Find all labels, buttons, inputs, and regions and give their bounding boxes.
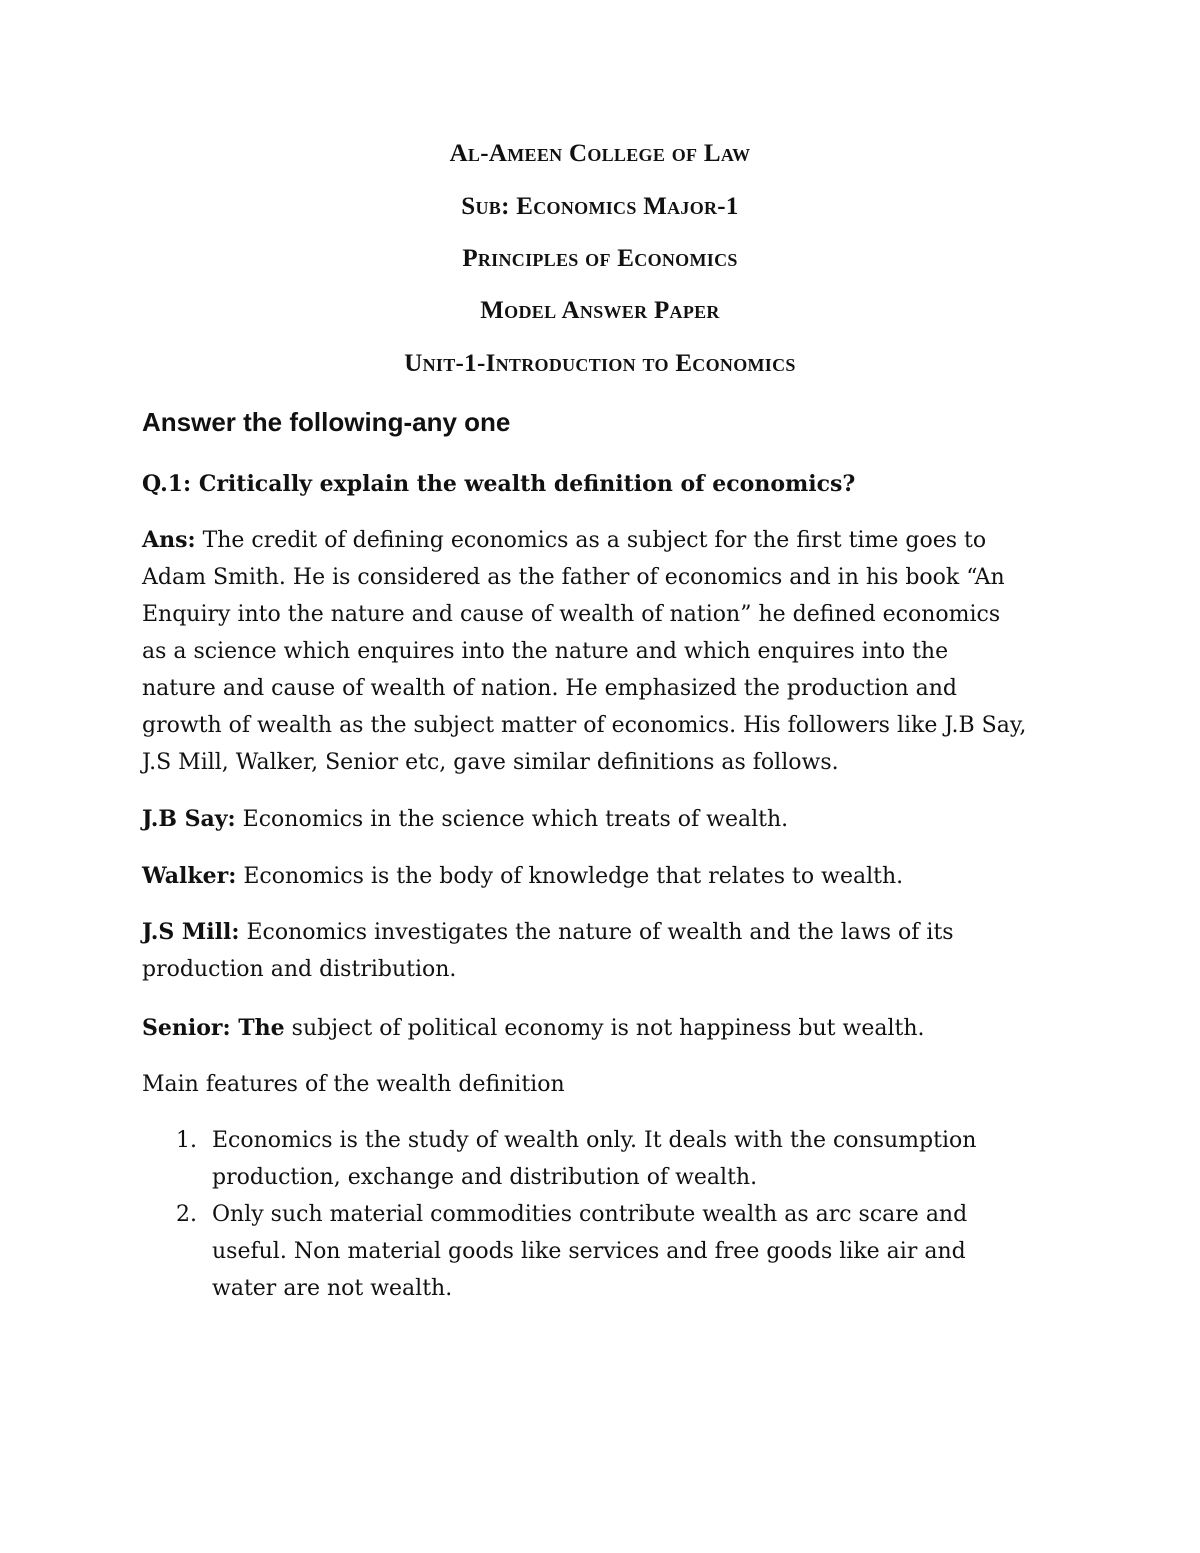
question-label: Q.1: bbox=[142, 471, 192, 497]
list-item bbox=[142, 1122, 1042, 1196]
list-item-line: useful. Non material goods like services and free goods like air and bbox=[212, 1239, 966, 1264]
list-item-line: production, exchange and distribution of wealth. bbox=[212, 1165, 758, 1190]
definition-text: Economics in the science which treats of wealth. bbox=[242, 807, 789, 832]
definition-line: production and distribution. bbox=[142, 957, 457, 982]
course-title: Principles of Economics bbox=[462, 245, 738, 272]
paper-title: Model Answer Paper bbox=[480, 297, 720, 324]
answer-line bbox=[142, 522, 1067, 559]
definition-text: Economics is the body of knowledge that relates to wealth. bbox=[243, 864, 904, 889]
definition-label: J.S Mill: bbox=[142, 919, 240, 945]
answer-line: Enquiry into the nature and cause of wealth of nation” he defined economics bbox=[142, 602, 1001, 627]
answer-line: nature and cause of wealth of nation. He emphasized the production and bbox=[142, 676, 957, 701]
definition-line bbox=[142, 914, 1042, 951]
definition-label: Walker: bbox=[142, 863, 237, 889]
answer-line: Adam Smith. He is considered as the father of economics and in his book “An bbox=[142, 565, 1005, 590]
answer-line: J.S Mill, Walker, Senior etc, gave similar definitions as follows. bbox=[142, 750, 839, 775]
definition-say bbox=[142, 801, 1072, 838]
list-item-line: Economics is the study of wealth only. It deals with the consumption bbox=[212, 1128, 977, 1153]
list-number: 1. bbox=[176, 1128, 197, 1153]
answer-line: growth of wealth as the subject matter of economics. His followers like J.B Say, bbox=[142, 713, 1027, 738]
definition-mill bbox=[142, 914, 1042, 988]
list-number: 2. bbox=[176, 1202, 197, 1227]
unit-title: Unit-1-Introduction to Economics bbox=[404, 350, 796, 377]
college-name: Al-Ameen College of Law bbox=[449, 140, 751, 167]
definition-label: J.B Say: bbox=[142, 806, 236, 832]
features-list bbox=[142, 1122, 1042, 1307]
definition-walker bbox=[142, 858, 1072, 895]
answer-label: Ans: bbox=[142, 527, 196, 553]
section-heading: Answer the following-any one bbox=[142, 407, 511, 437]
list-item bbox=[142, 1196, 1042, 1307]
definition-label: Senior: The bbox=[142, 1015, 285, 1041]
list-item-line: water are not wealth. bbox=[212, 1276, 453, 1301]
features-title: Main features of the wealth definition bbox=[142, 1072, 565, 1097]
definition-text: Economics investigates the nature of wealth and the laws of its bbox=[246, 920, 954, 945]
answer-line: as a science which enquires into the nature and which enquires into the bbox=[142, 639, 949, 664]
question-text: Critically explain the wealth definition of economics? bbox=[198, 471, 856, 497]
definition-senior bbox=[142, 1010, 1072, 1047]
definition-text: subject of political economy is not happiness but wealth. bbox=[291, 1016, 925, 1041]
answer-line-text: The credit of defining economics as a subject for the first time goes to bbox=[202, 528, 987, 553]
answer-paragraph bbox=[142, 522, 1067, 781]
subject-line: Sub: Economics Major-1 bbox=[461, 193, 739, 220]
question bbox=[142, 466, 1072, 503]
list-item-line: Only such material commodities contribute wealth as arc scare and bbox=[212, 1202, 968, 1227]
